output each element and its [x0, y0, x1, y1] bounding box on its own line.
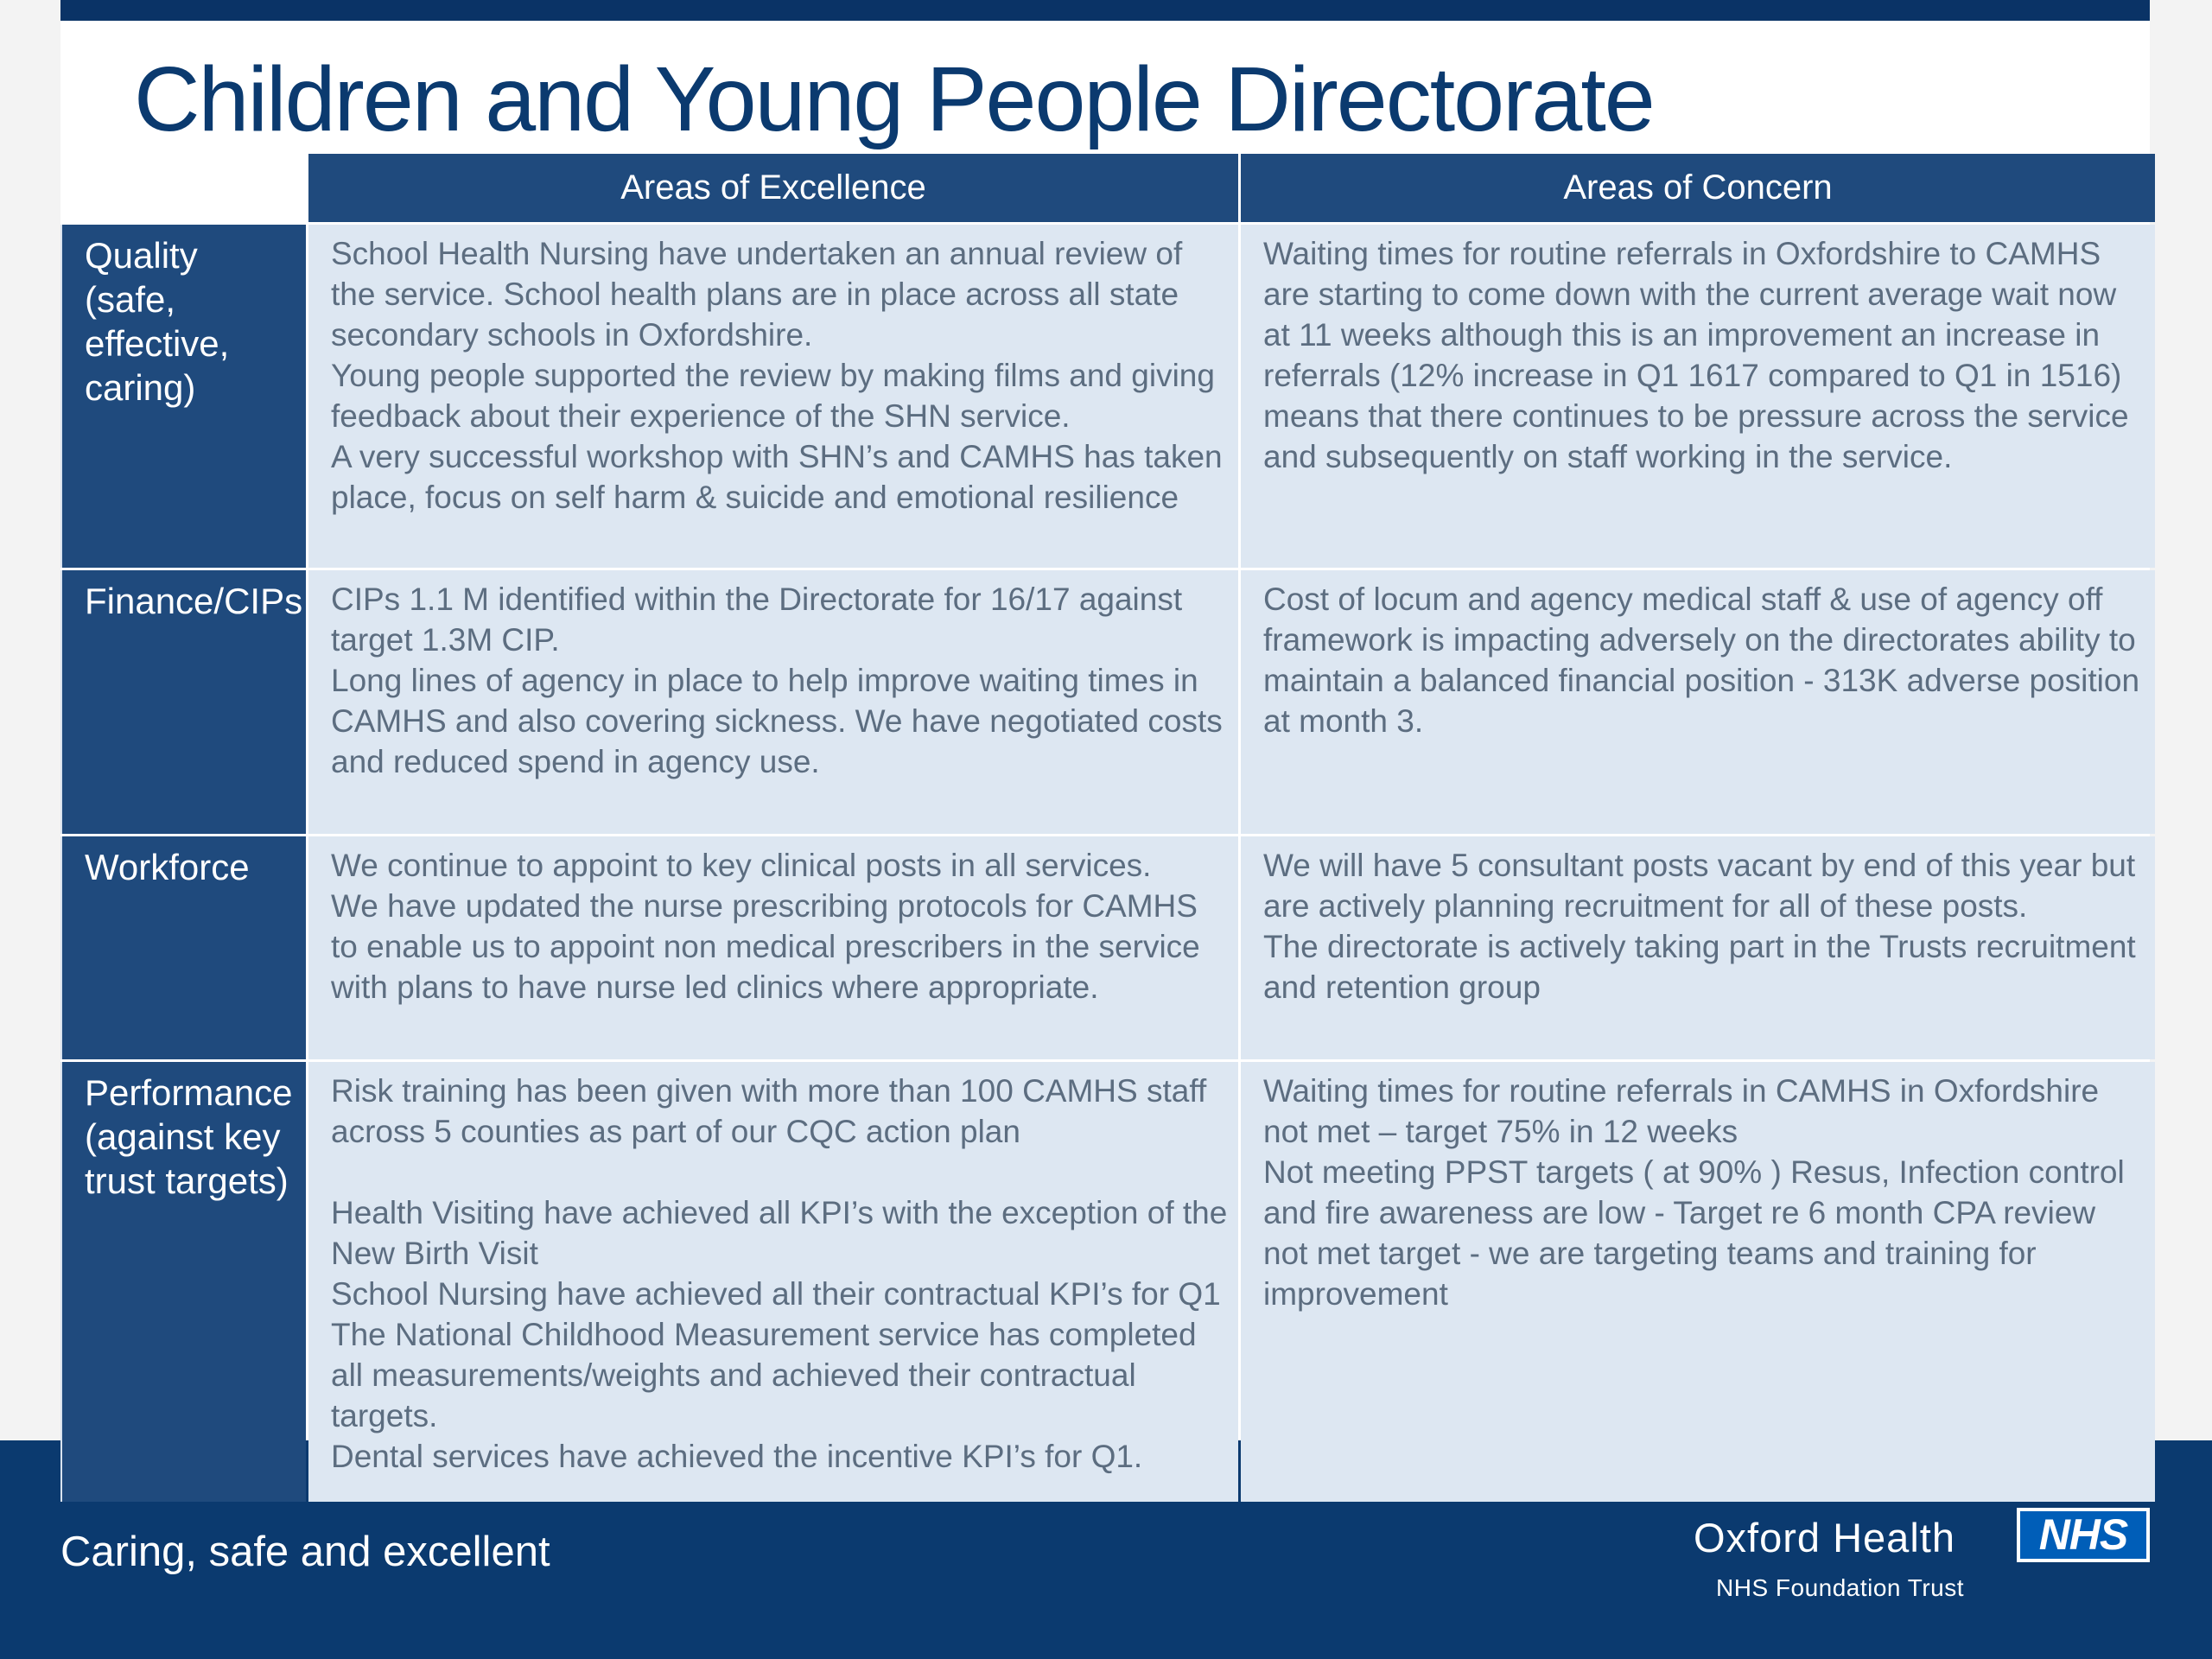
column-header-excellence: Areas of Excellence	[308, 154, 1238, 222]
cell-performance-concern: Waiting times for routine referrals in CAMHS in Oxfordshire not met – target 75% in 12 weeks Not meeting PPST targets ( at 90% ) Resus, Infection control and fire awareness are low - Target re 6 month CPA review not met target - we are targeting teams and training for improvement	[1241, 1062, 2155, 1502]
table-corner	[60, 154, 306, 222]
cell-workforce-concern: We will have 5 consultant posts vacant by end of this year but are actively planning recruitment for all of these posts. The directorate is actively taking part in the Trusts recruitment and retention group	[1241, 836, 2155, 1059]
cell-workforce-excellence: We continue to appoint to key clinical posts in all services. We have updated the nurse prescribing protocols for CAMHS to enable us to appoint non medical prescribers in the service with plans to have nurse led clinics where appropriate.	[308, 836, 1238, 1059]
row-label-finance: Finance/CIPs	[60, 570, 306, 834]
column-header-concern: Areas of Concern	[1241, 154, 2155, 222]
cell-quality-concern: Waiting times for routine referrals in Oxfordshire to CAMHS are starting to come down with the current average wait now at 11 weeks although this is an improvement an increase in referrals (12% increase in Q1 1617 compared to Q1 in 1516) means that there continues to be pressure across the service and subsequently on staff working in the service.	[1241, 225, 2155, 568]
cell-quality-excellence: School Health Nursing have undertaken an annual review of the service. School health plans are in place across all state secondary schools in Oxfordshire. Young people supported the review by making films and giving feedback about their experience of the SHN service. A very successful workshop with SHN’s and CAMHS has taken place, focus on self harm & suicide and emotional resilience	[308, 225, 1238, 568]
top-bar	[60, 0, 2150, 21]
row-label-performance: Performance (against key trust targets)	[60, 1062, 306, 1502]
cell-finance-excellence: CIPs 1.1 M identified within the Directorate for 16/17 against target 1.3M CIP. Long lines of agency in place to help improve waiting times in CAMHS and also covering sickness. We have negotiated costs and reduced spend in agency use.	[308, 570, 1238, 834]
nhs-logo-text: NHS	[2020, 1511, 2146, 1559]
footer-tagline: Caring, safe and excellent	[60, 1529, 550, 1575]
org-name: Oxford Health	[1694, 1515, 1955, 1560]
nhs-logo	[2017, 1508, 2150, 1562]
cell-finance-concern: Cost of locum and agency medical staff & use of agency off framework is impacting adversely on the directorates ability to maintain a balanced financial position - 313K adverse position at month 3.	[1241, 570, 2155, 834]
row-label-quality: Quality (safe, effective, caring)	[60, 225, 306, 568]
cell-performance-excellence: Risk training has been given with more than 100 CAMHS staff across 5 counties as part of our CQC action plan Health Visiting have achieved all KPI’s with the exception of the New Birth Visit School Nursing have achieved all their contractual KPI’s for Q1 The National Childhood Measurement service has completed all measurements/weights and achieved their contractual targets. Dental services have achieved the incentive KPI’s for Q1.	[308, 1062, 1238, 1502]
directorate-table	[60, 154, 2150, 1491]
row-label-workforce: Workforce	[60, 836, 306, 1059]
org-subtitle: NHS Foundation Trust	[1716, 1574, 1965, 1601]
page-title: Children and Young People Directorate	[134, 48, 1654, 150]
